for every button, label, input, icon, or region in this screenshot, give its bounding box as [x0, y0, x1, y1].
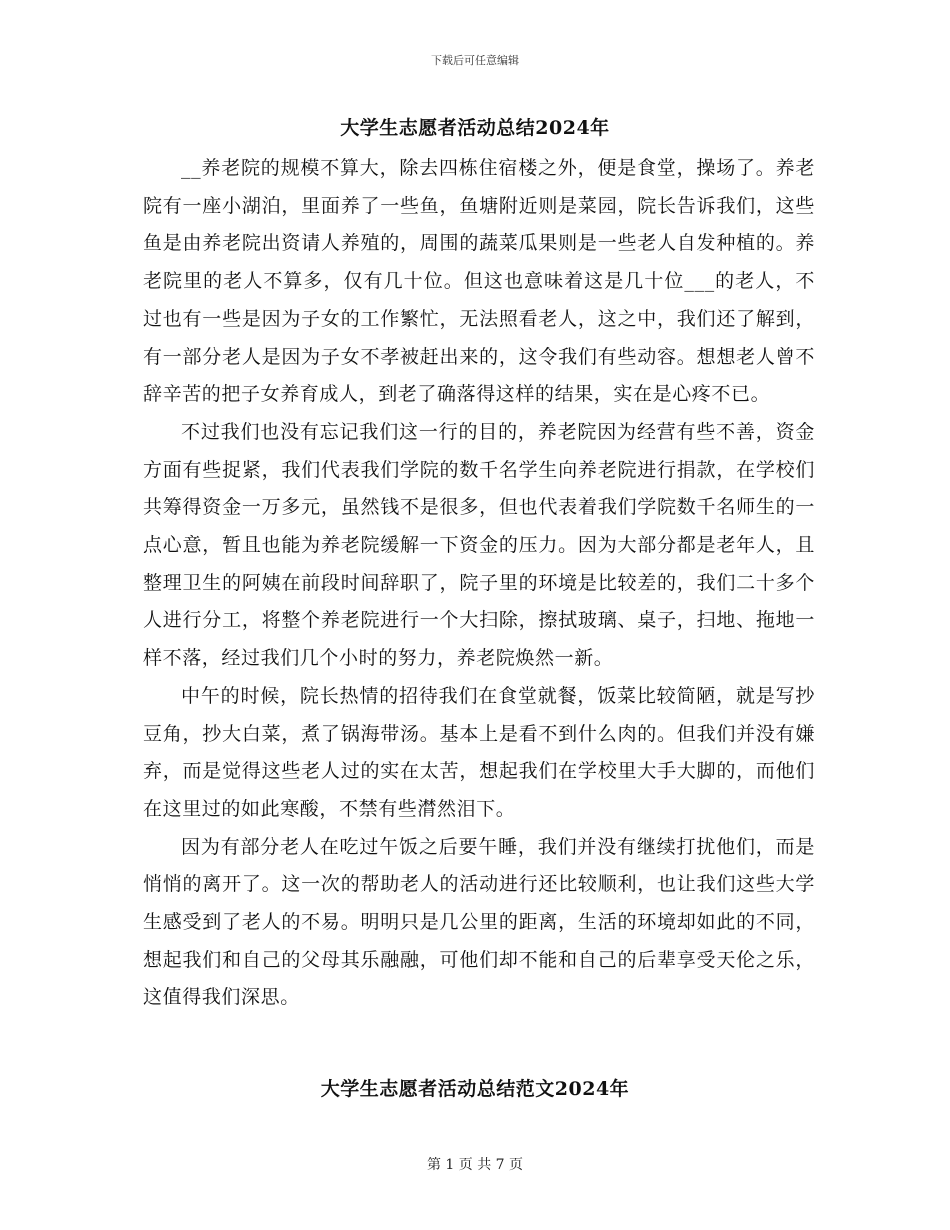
body-paragraph: 因为有部分老人在吃过午饭之后要午睡，我们并没有继续打扰他们，而是悄悄的离开了。这一次的帮助老人的活动进行还比较顺利，也让我们这些大学生感受到了老人的不易。明明只是几公里的距离，生活的环境却如此的不同，想起我们和自己的父母其乐融融，可他们却不能和自己的后辈享受天伦之乐，这值得我们深思。 — [143, 835, 815, 1009]
next-section-title: 大学生志愿者活动总结范文2024年 — [320, 1078, 630, 1100]
page-number-footer: 第 1 页 共 7 页 — [426, 1157, 524, 1173]
document-body — [143, 150, 815, 1017]
document-title: 大学生志愿者活动总结2024年 — [340, 117, 610, 139]
body-paragraph: 不过我们也没有忘记我们这一行的目的，养老院因为经营有些不善，资金方面有些捉紧，我们代表我们学院的数千名学生向养老院进行捐款，在学校们共筹得资金一万多元，虽然钱不是很多，但也代表着我们学院数千名师生的一点心意，暂且也能为养老院缓解一下资金的压力。因为大部分都是老年人，且整理卫生的阿姨在前段时间辞职了，院子里的环境是比较差的，我们二十多个人进行分工，将整个养老院进行一个大扫除，擦拭玻璃、桌子，扫地、拖地一样不落，经过我们几个小时的努力，养老院焕然一新。 — [143, 420, 815, 670]
body-paragraph: 中午的时候，院长热情的招待我们在食堂就餐，饭菜比较简陋，就是写抄豆角，抄大白菜，煮了锅海带汤。基本上是看不到什么肉的。但我们并没有嫌弃，而是觉得这些老人过的实在太苦，想起我们在学校里大手大脚的，而他们在这里过的如此寒酸，不禁有些潸然泪下。 — [143, 684, 815, 820]
page-header-note: 下载后可任意编辑 — [431, 54, 519, 67]
body-paragraph: __养老院的规模不算大，除去四栋住宿楼之外，便是食堂，操场了。养老院有一座小湖泊，里面养了一些鱼，鱼塘附近则是菜园，院长告诉我们，这些鱼是由养老院出资请人养殖的，周围的蔬菜瓜果则是一些老人自发种植的。养老院里的老人不算多，仅有几十位。但这也意味着这是几十位___的老人，不过也有一些是因为子女的工作繁忙，无法照看老人，这之中，我们还了解到，有一部分老人是因为子女不孝被赶出来的，这令我们有些动容。想想老人曾不辞辛苦的把子女养育成人，到老了确落得这样的结果，实在是心疼不已。 — [143, 157, 815, 406]
